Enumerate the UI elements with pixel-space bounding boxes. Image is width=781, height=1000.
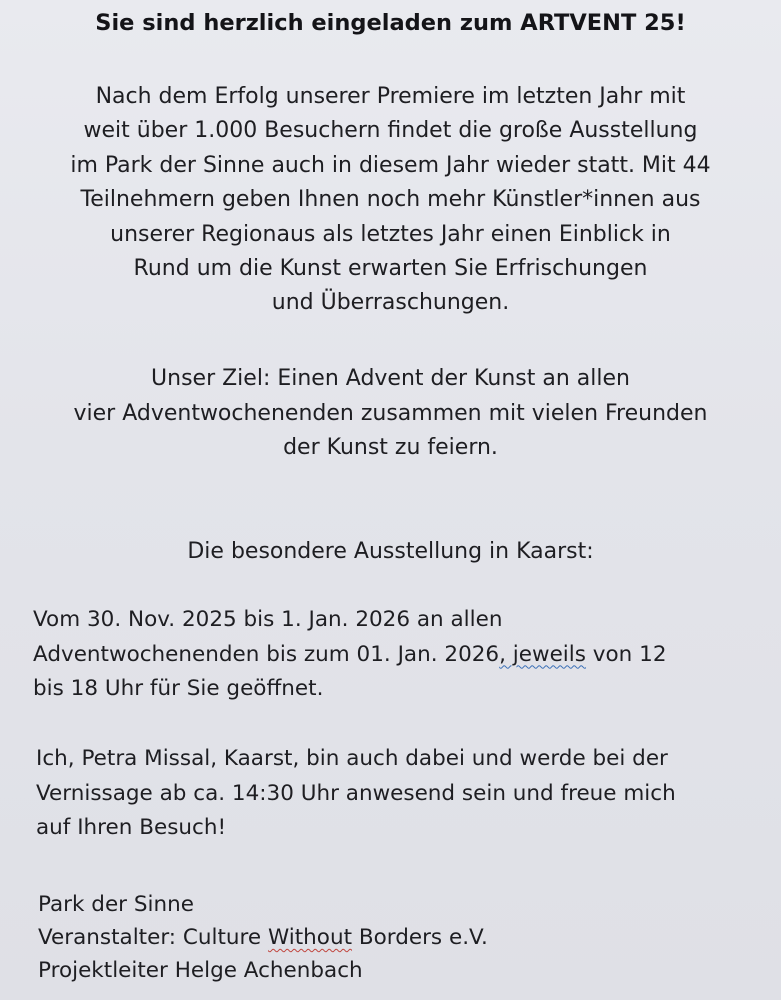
- intro-line: im Park der Sinne auch in diesem Jahr wieder statt. Mit 44: [70, 152, 711, 178]
- dates-line: [33, 638, 667, 673]
- organizer-line: [38, 921, 488, 954]
- dates-text: Adventwochenenden bis zum 01. Jan. 2026: [33, 641, 500, 667]
- intro-line: Teilnehmern geben Ihnen noch mehr Künstler*innen aus: [80, 187, 701, 213]
- intro-line: Rund um die Kunst erwarten Sie Erfrischungen: [133, 256, 648, 282]
- dates-text: von 12: [585, 641, 667, 667]
- intro-line: unserer Regionaus als letztes Jahr einen Einblick in: [110, 221, 671, 247]
- goal-paragraph: [0, 362, 781, 466]
- organizer-text: Borders e.V.: [352, 925, 488, 950]
- intro-paragraph: [0, 80, 781, 321]
- dates-line: bis 18 Uhr für Sie geöffnet.: [33, 676, 324, 701]
- personal-note-paragraph: [36, 742, 676, 846]
- organizer-footer: [38, 888, 488, 987]
- personal-line: Ich, Petra Missal, Kaarst, bin auch dabei und werde bei der: [36, 746, 668, 771]
- exhibition-subheading: Die besondere Ausstellung in Kaarst:: [187, 539, 594, 564]
- project-lead-line: Projektleiter Helge Achenbach: [38, 958, 363, 983]
- dates-line: Vom 30. Nov. 2025 bis 1. Jan. 2026 an allen: [33, 607, 503, 632]
- invitation-title: Sie sind herzlich eingeladen zum ARTVENT 25!: [95, 10, 686, 36]
- personal-line: Vernissage ab ca. 14:30 Uhr anwesend sein und freue mich: [36, 780, 676, 806]
- spelling-marked-text: Without: [267, 925, 353, 950]
- intro-line: weit über 1.000 Besuchern findet die große Ausstellung: [83, 118, 698, 144]
- personal-line: auf Ihren Besuch!: [36, 815, 227, 840]
- goal-line: vier Adventwochenenden zusammen mit vielen Freunden: [73, 400, 708, 426]
- intro-line: und Überraschungen.: [271, 290, 510, 316]
- venue-line: Park der Sinne: [38, 892, 194, 917]
- grammar-marked-text: , jeweils: [499, 641, 586, 667]
- goal-line: Unser Ziel: Einen Advent der Kunst an allen: [151, 366, 630, 391]
- goal-line: der Kunst zu feiern.: [283, 435, 498, 460]
- dates-paragraph: [33, 603, 667, 707]
- intro-line: Nach dem Erfolg unserer Premiere im letzten Jahr mit: [95, 84, 686, 109]
- organizer-text: Veranstalter: Culture: [38, 925, 268, 950]
